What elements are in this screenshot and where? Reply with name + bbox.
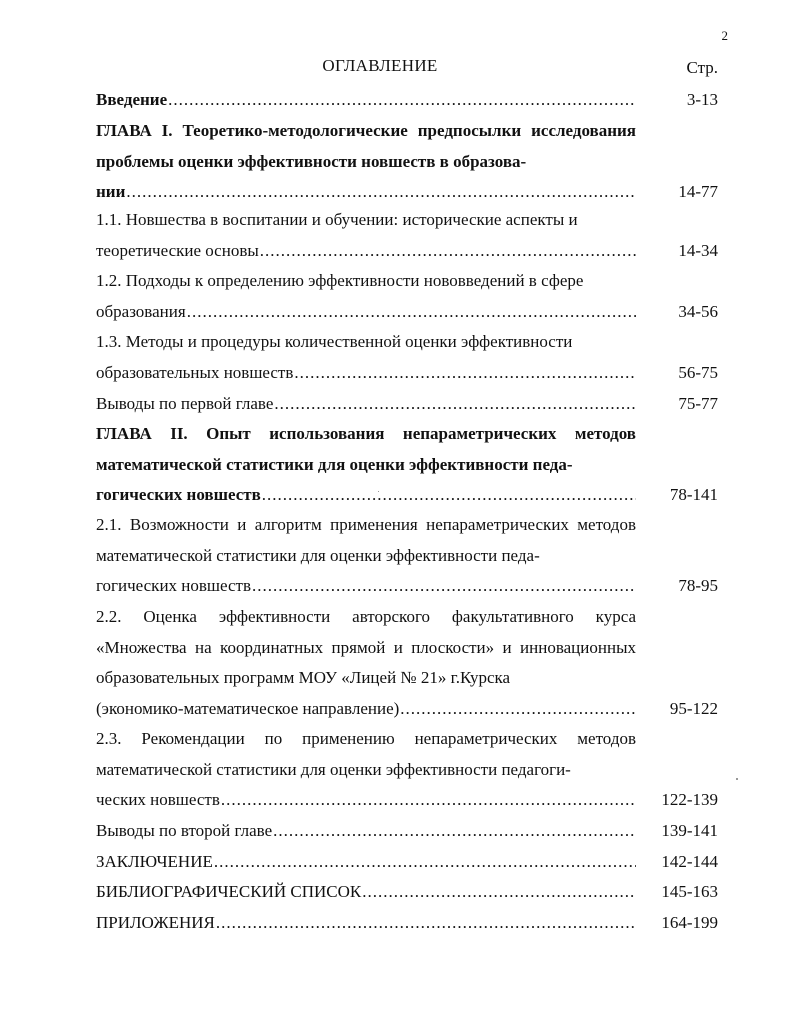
- dot-leader: [261, 480, 636, 511]
- toc-entry-pages: 34-56: [678, 301, 718, 321]
- dot-leader: [399, 694, 636, 725]
- toc-entry-section-1-1[interactable]: [96, 205, 718, 266]
- toc-entry-section-1-3[interactable]: [96, 327, 718, 388]
- toc-entry-title-end: ческих новшеств: [96, 790, 220, 810]
- dot-leader: [125, 177, 636, 208]
- toc-entry-title: 2.1. Возможности и алгоритм применения непараметрических методов математической статистики для оценки эффективности педа-: [96, 515, 636, 565]
- toc-entry-pages: 95-122: [669, 698, 718, 718]
- toc-entry-title: БИБЛИОГРАФИЧЕСКИЙ СПИСОК: [96, 882, 362, 901]
- scan-speck: [378, 491, 379, 492]
- toc-entry-pages: 145-163: [661, 882, 718, 901]
- toc-entry-pages: 75-77: [678, 394, 718, 413]
- toc-entry-title-end: образования: [96, 301, 186, 321]
- toc-entry-section-2-3[interactable]: [96, 724, 718, 816]
- toc-entry-pages: 14-34: [678, 240, 718, 260]
- dot-leader: [213, 847, 636, 878]
- toc-entry-pages: 78-141: [669, 485, 718, 505]
- toc-entry-pages: 56-75: [678, 362, 718, 382]
- dot-leader: [259, 236, 636, 267]
- toc-entry-conclusion[interactable]: [96, 847, 718, 878]
- toc-entry-title: 2.3. Рекомендации по применению непараметрических методов математической статистики для оценки эффективности педагоги-: [96, 729, 636, 779]
- dot-leader: [272, 816, 636, 847]
- page-number: 2: [721, 28, 728, 43]
- pages-column-header: Стр.: [686, 58, 718, 77]
- toc-entry-title-end: образовательных новшеств: [96, 362, 294, 382]
- toc-entry-chapter-2[interactable]: [96, 419, 718, 511]
- dot-leader: [167, 85, 636, 116]
- toc-entry-title: ПРИЛОЖЕНИЯ: [96, 913, 215, 932]
- toc-entry-pages: 3-13: [686, 90, 718, 109]
- toc-entry-pages: 122-139: [661, 790, 718, 810]
- dot-leader: [220, 785, 636, 816]
- toc-entry-bibliography[interactable]: [96, 877, 718, 908]
- dot-leader: [361, 877, 636, 908]
- toc-entry-pages: 142-144: [661, 852, 718, 871]
- dot-leader: [293, 358, 636, 389]
- toc-entry-section-2-1[interactable]: [96, 510, 718, 602]
- dot-leader: [251, 571, 636, 602]
- toc-entry-title-end: (экономико-математическое направление): [96, 698, 400, 718]
- toc-entry-title-end: нии: [96, 182, 126, 202]
- toc-entry-title-end: гогических новшеств: [96, 576, 251, 596]
- toc-entry-title: Введение: [96, 90, 168, 109]
- toc-entry-title-end: теоретические основы: [96, 240, 259, 260]
- toc-entry-title-end: гогических новшеств: [96, 485, 261, 505]
- dot-leader: [215, 908, 636, 939]
- toc-entry-conclusions-chapter-1[interactable]: [96, 389, 718, 420]
- toc-entry-appendices[interactable]: [96, 908, 718, 939]
- dot-leader: [273, 389, 636, 420]
- toc-entry-title: ЗАКЛЮЧЕНИЕ: [96, 852, 213, 871]
- toc-entry-section-1-2[interactable]: [96, 266, 718, 327]
- toc-entry-chapter-1[interactable]: [96, 116, 718, 208]
- scan-speck: [736, 778, 738, 780]
- toc-entry-pages: 14-77: [678, 182, 718, 202]
- page-title: ОГЛАВЛЕНИЕ: [322, 56, 438, 75]
- toc-entry-title: 1.2. Подходы к определению эффективности нововведений в сфере: [96, 271, 584, 290]
- toc-entry-title: Выводы по второй главе: [96, 821, 273, 840]
- toc-entry-title: Выводы по первой главе: [96, 394, 274, 413]
- toc-entry-introduction[interactable]: [96, 85, 718, 116]
- toc-entry-title: 1.3. Методы и процедуры количественной оценки эффективности: [96, 332, 573, 351]
- dot-leader: [186, 297, 636, 328]
- toc-entry-title: ГЛАВА I. Теоретико-методологические предпосылки исследования проблемы оценки эффективности новшеств в образова-: [96, 121, 636, 171]
- toc-entry-pages: 139-141: [661, 821, 718, 840]
- toc-entry-section-2-2[interactable]: [96, 602, 718, 724]
- toc-entry-title: 2.2. Оценка эффективности авторского факультативного курса «Множества на координатных прямой и плоскости» и инновационных образовательных программ МОУ «Лицей № 21» г.Курска: [96, 607, 636, 688]
- toc-entry-title: 1.1. Новшества в воспитании и обучении: исторические аспекты и: [96, 210, 578, 229]
- toc-entry-pages: 164-199: [661, 913, 718, 932]
- toc-entry-conclusions-chapter-2[interactable]: [96, 816, 718, 847]
- toc-entry-pages: 78-95: [678, 576, 718, 596]
- toc-entry-title: ГЛАВА II. Опыт использования непараметрических методов математической статистики для оценки эффективности педа-: [96, 424, 636, 474]
